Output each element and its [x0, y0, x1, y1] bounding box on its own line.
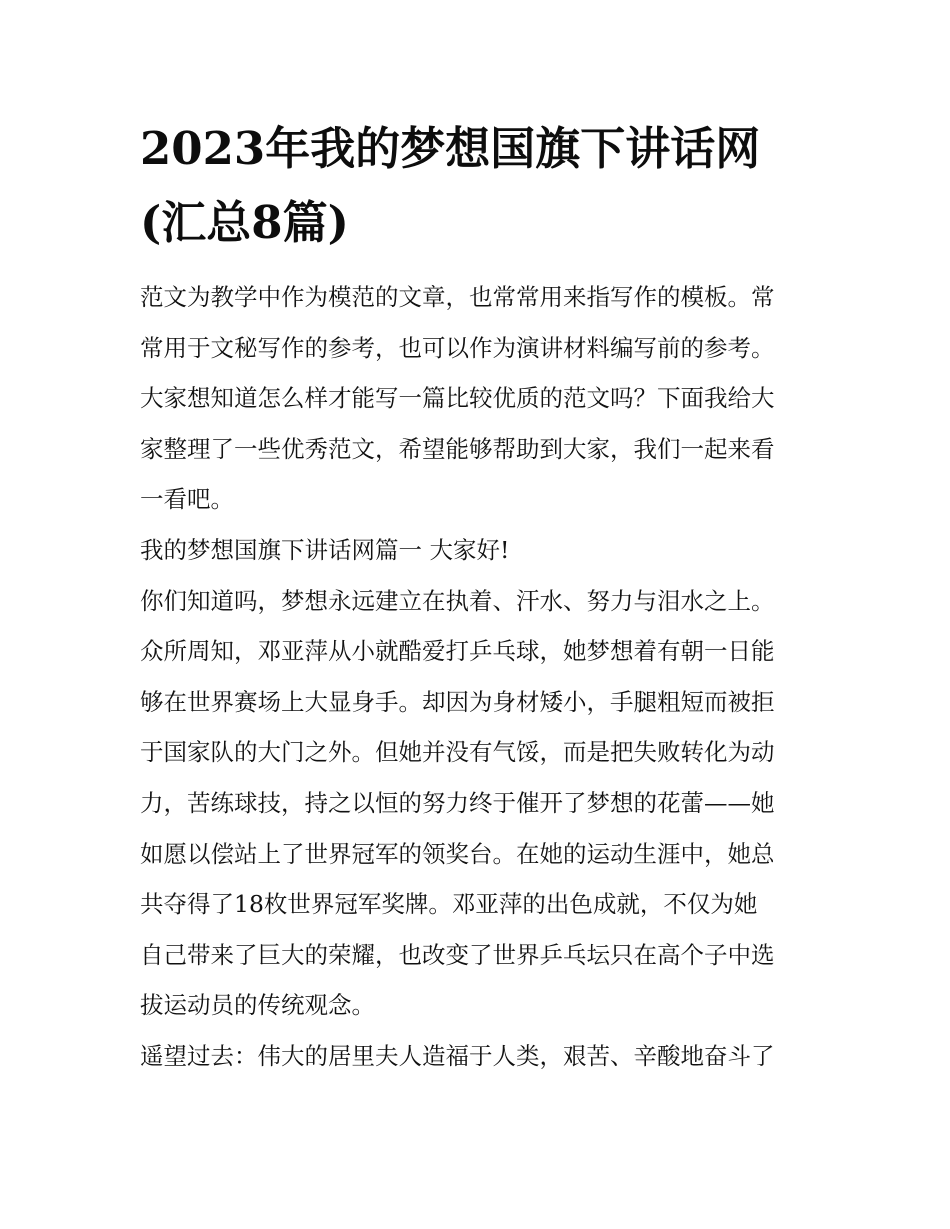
title-line-1: 2023年我的梦想国旗下讲话网: [140, 122, 761, 175]
text-line: 常用于文秘写作的参考，也可以作为演讲材料编写前的参考。: [140, 333, 775, 362]
story-paragraph: [140, 576, 820, 1031]
text-line: 如愿以偿站上了世界冠军的领奖台。在她的运动生涯中，她总: [140, 839, 775, 868]
title-line-2: (汇总8篇): [140, 196, 349, 249]
text-line: 范文为教学中作为模范的文章，也常常用来指写作的模板。常: [140, 283, 775, 311]
text-line: 你们知道吗，梦想永远建立在执着、汗水、努力与泪水之上。: [140, 586, 775, 615]
text-line: 力，苦练球技，持之以恒的努力终于催开了梦想的花蕾——她: [140, 788, 775, 817]
text-line: 共夺得了18枚世界冠军奖牌。邓亚萍的出色成就，不仅为她: [140, 890, 758, 919]
text-line: 自己带来了巨大的荣耀，也改变了世界乒乓坛只在高个子中选: [140, 940, 775, 969]
text-line: 够在世界赛场上大显身手。却因为身材矮小，手腿粗短而被拒: [140, 687, 775, 716]
text-line: 于国家队的大门之外。但她并没有气馁，而是把失败转化为动: [140, 738, 775, 767]
document-page: [140, 112, 820, 1082]
text-line: 大家想知道怎么样才能写一篇比较优质的范文吗？下面我给大: [140, 384, 775, 413]
intro-paragraph: [140, 272, 820, 525]
text-line: 一看吧。: [140, 485, 234, 514]
text-line: 拔运动员的传统观念。: [140, 991, 375, 1020]
section-heading-paragraph: [140, 525, 820, 576]
text-line: 我的梦想国旗下讲话网篇一 大家好!: [140, 535, 510, 564]
closing-paragraph: [140, 1031, 820, 1082]
text-line: 众所周知，邓亚萍从小就酷爱打乒乓球，她梦想着有朝一日能: [140, 637, 775, 666]
text-line: 遥望过去：伟大的居里夫人造福于人类，艰苦、辛酸地奋斗了: [140, 1041, 775, 1070]
document-title: [140, 112, 820, 260]
text-line: 家整理了一些优秀范文，希望能够帮助到大家，我们一起来看: [140, 434, 775, 463]
